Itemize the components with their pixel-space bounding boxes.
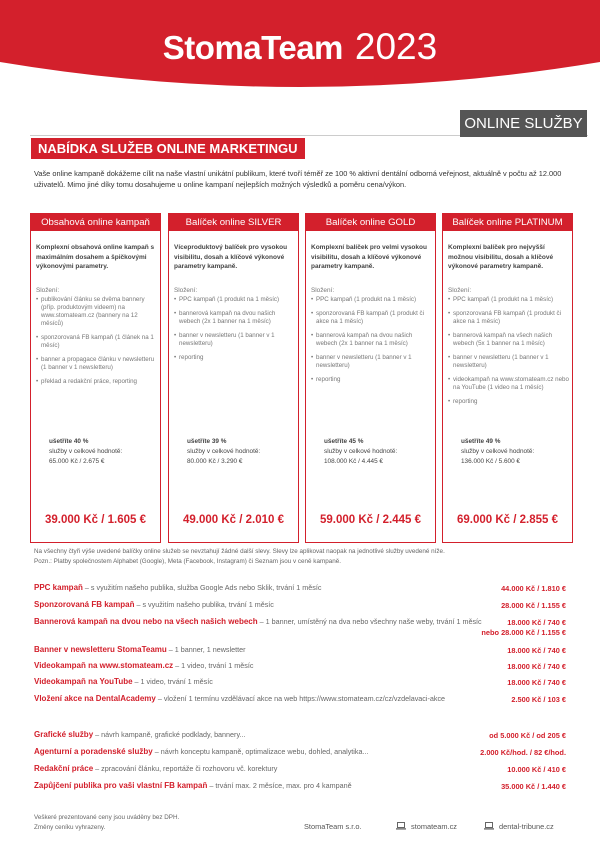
card-savings xyxy=(461,437,534,467)
brand-name: StomaTeam xyxy=(162,29,343,66)
savings-value: 108.000 Kč / 4.445 € xyxy=(324,458,383,465)
note-payments: Pozn.: Platby společnostem Alphabet (Google), Meta (Facebook, Instagram) či Seznam jsou v ceně kampaně. xyxy=(34,558,341,565)
card-item: • videokampaň na www.stomateam.cz nebo na YouTube (1 video na 1 měsíc) xyxy=(448,376,569,392)
card-item: • bannerová kampaň na dvou našich webech (2x 1 banner na 1 měsíc) xyxy=(311,332,432,348)
service-row xyxy=(34,694,445,703)
service-name: Zapůjčení publika pro vaši vlastní FB kampaň xyxy=(34,781,208,790)
extra-service-row xyxy=(34,730,246,739)
service-price-option: nebo 28.000 Kč / 1.155 € xyxy=(481,628,566,637)
savings-label: služby v celkové hodnotě: xyxy=(187,448,261,455)
service-price: 18.000 Kč / 740 € xyxy=(507,646,566,655)
service-name: PPC kampaň xyxy=(34,583,83,592)
card-item: • banner v newsletteru (1 banner v 1 newsletteru) xyxy=(311,354,432,370)
service-price: 35.000 Kč / 1.440 € xyxy=(501,782,566,791)
brand-year: 2023 xyxy=(354,26,438,67)
service-name: Vložení akce na DentalAcademy xyxy=(34,694,156,703)
savings-percent: ušetříte 45 % xyxy=(324,438,364,445)
card-price: 59.000 Kč / 2.445 € xyxy=(319,514,422,526)
service-desc: – trvání max. 2 měsíce, max. pro 4 kampaně xyxy=(207,781,352,790)
package-card-gold xyxy=(305,213,436,543)
card-title: Balíček online GOLD xyxy=(306,214,435,231)
section-tab: ONLINE SLUŽBY xyxy=(460,110,587,137)
service-name: Videokampaň na YouTube xyxy=(34,677,133,686)
savings-percent: ušetříte 49 % xyxy=(461,438,501,445)
service-desc: – s využitím našeho publika, služba Google Ads nebo Sklik, trvání 1 měsíc xyxy=(82,583,322,592)
savings-value: 80.000 Kč / 3.290 € xyxy=(187,458,243,465)
service-price-option: 18.000 Kč / 740 € xyxy=(507,618,566,627)
savings-label: služby v celkové hodnotě: xyxy=(324,448,398,455)
packages-note xyxy=(34,547,574,567)
service-row xyxy=(34,600,274,609)
service-row xyxy=(34,677,213,686)
card-description: Komplexní balíček pro velmi vysokou visibilitu, dosah a klíčové výkonové parametry kampaně. xyxy=(311,244,427,270)
card-item: • publikování článku se dvěma bannery (příp. produktovým videem) na www.stomateam.cz (bannery na 12 měsíců) xyxy=(36,296,157,328)
card-description: Komplexní balíček pro nejvyšší možnou visibilitu, dosah a klíčové výkonové parametry kampaně. xyxy=(448,244,554,270)
card-savings xyxy=(324,437,397,467)
card-description: Komplexní obsahová online kampaň s maximálním dosahem a špičkovými výkonovými parametry. xyxy=(36,244,155,270)
service-name: Agenturní a poradenské služby xyxy=(34,747,153,756)
service-desc: – vložení 1 termínu vzdělávací akce na web https://www.stomateam.cz/cz/vzdelavaci-akce xyxy=(155,694,446,703)
card-title: Balíček online SILVER xyxy=(169,214,298,231)
service-price: 10.000 Kč / 410 € xyxy=(507,765,566,774)
savings-value: 65.000 Kč / 2.675 € xyxy=(49,458,105,465)
card-item: • reporting xyxy=(174,354,295,362)
service-row xyxy=(34,661,253,670)
service-desc: – 1 video, trvání 1 měsíc xyxy=(132,677,213,686)
savings-label: služby v celkové hodnotě: xyxy=(49,448,123,455)
extra-service-row xyxy=(34,764,277,773)
card-composition-label: Složení: xyxy=(448,287,472,294)
header-band xyxy=(0,0,600,92)
card-item: • reporting xyxy=(311,376,432,384)
card-item: • banner v newsletteru (1 banner v 1 newsletteru) xyxy=(174,332,295,348)
service-desc: – 1 banner, umístěný na dva nebo všechny naše weby, trvání 1 měsíc xyxy=(257,617,482,626)
card-items xyxy=(174,296,295,368)
service-row xyxy=(34,583,321,592)
card-items xyxy=(448,296,569,412)
card-item: • PPC kampaň (1 produkt na 1 měsíc) xyxy=(311,296,432,304)
service-name: Redakční práce xyxy=(34,764,94,773)
service-row xyxy=(34,645,246,654)
page-title: NABÍDKA SLUŽEB ONLINE MARKETINGU xyxy=(31,138,305,159)
card-item: • sponzorovaná FB kampaň (1 článek na 1 měsíc) xyxy=(36,334,157,350)
footnote xyxy=(34,813,179,833)
card-items xyxy=(36,296,157,392)
card-item: • překlad a redakční práce, reporting xyxy=(36,378,157,386)
card-title: Obsahová online kampaň xyxy=(31,214,160,231)
footer-company: StomaTeam s.r.o. xyxy=(304,822,362,831)
service-row xyxy=(34,617,482,626)
footnote-changes: Změny ceníku vyhrazeny. xyxy=(34,824,106,831)
service-price: 44.000 Kč / 1.810 € xyxy=(501,584,566,593)
service-desc: – návrh kampaně, grafické podklady, bannery... xyxy=(93,730,246,739)
footer-link-label: dental-tribune.cz xyxy=(499,822,554,831)
card-item: • bannerová kampaň na všech našich webech (5x 1 banner na 1 měsíc) xyxy=(448,332,569,348)
service-price: 2.000 Kč/hod. / 82 €/hod. xyxy=(480,748,566,757)
service-price: 18.000 Kč / 740 € xyxy=(507,662,566,671)
service-name: Banner v newsletteru StomaTeamu xyxy=(34,645,167,654)
card-items xyxy=(311,296,432,390)
card-savings xyxy=(49,437,122,467)
extra-service-row xyxy=(34,747,368,756)
service-desc: – zpracování článku, reportáže či rozhovoru vč. korektury xyxy=(93,764,278,773)
card-title: Balíček online PLATINUM xyxy=(443,214,572,231)
service-price: 28.000 Kč / 1.155 € xyxy=(501,601,566,610)
service-name: Grafické služby xyxy=(34,730,94,739)
service-price: od 5.000 Kč / od 205 € xyxy=(489,731,566,740)
service-price xyxy=(481,618,566,638)
card-item: • banner a propagace článku v newsletteru (1 banner v 1 newsletteru) xyxy=(36,356,157,372)
service-name: Videokampaň na www.stomateam.cz xyxy=(34,661,174,670)
service-price: 18.000 Kč / 740 € xyxy=(507,678,566,687)
card-price: 49.000 Kč / 2.010 € xyxy=(182,514,285,526)
savings-label: služby v celkové hodnotě: xyxy=(461,448,535,455)
card-item: • sponzorovaná FB kampaň (1 produkt či akce na 1 měsíc) xyxy=(311,310,432,326)
laptop-icon xyxy=(396,822,406,832)
card-price: 39.000 Kč / 1.605 € xyxy=(44,514,147,526)
service-name: Sponzorovaná FB kampaň xyxy=(34,600,135,609)
savings-percent: ušetříte 39 % xyxy=(187,438,227,445)
service-desc: – návrh konceptu kampaně, optimalizace webu, dohled, analytika... xyxy=(152,747,369,756)
footnote-vat: Veškeré prezentované ceny jsou uváděny bez DPH. xyxy=(34,814,180,821)
intro-text: Vaše online kampaně dokážeme cílit na naše vlastní unikátní publikum, které tvoří téměř ze 100 % aktivní dentální odborná veřejnost, aktuálně v počtu až 12.000 uživatelů. Mimo jiné díky tomu dosahujeme u online kampaní nejlepších možných výsledků a poměru cena/výkon. xyxy=(34,169,562,189)
card-description: Víceproduktový balíček pro vysokou visibilitu, dosah a klíčové výkonové parametry kampaně. xyxy=(174,244,288,270)
card-item: • PPC kampaň (1 produkt na 1 měsíc) xyxy=(448,296,569,304)
card-price: 69.000 Kč / 2.855 € xyxy=(456,514,559,526)
card-composition-label: Složení: xyxy=(36,287,60,294)
card-item: • banner v newsletteru (1 banner v 1 newsletteru) xyxy=(448,354,569,370)
savings-value: 136.000 Kč / 5.600 € xyxy=(461,458,520,465)
card-item: • bannerová kampaň na dvou našich webech (2x 1 banner na 1 měsíc) xyxy=(174,310,295,326)
card-savings xyxy=(187,437,260,467)
card-item: • sponzorovaná FB kampaň (1 produkt či akce na 1 měsíc) xyxy=(448,310,569,326)
package-card-silver xyxy=(168,213,299,543)
service-desc: – 1 video, trvání 1 měsíc xyxy=(173,661,254,670)
card-composition-label: Složení: xyxy=(174,287,198,294)
service-name: Bannerová kampaň na dvou nebo na všech našich webech xyxy=(34,617,258,626)
savings-percent: ušetříte 40 % xyxy=(49,438,89,445)
laptop-icon xyxy=(484,822,494,832)
package-card-platinum xyxy=(442,213,573,543)
card-item: • reporting xyxy=(448,398,569,406)
footer-link-stomateam[interactable] xyxy=(396,822,457,832)
card-composition-label: Složení: xyxy=(311,287,335,294)
service-desc: – s využitím našeho publika, trvání 1 měsíc xyxy=(134,600,274,609)
service-desc: – 1 banner, 1 newsletter xyxy=(166,645,246,654)
extra-service-row xyxy=(34,781,352,790)
note-discounts: Na všechny čtyři výše uvedené balíčky online služeb se nevztahují žádné další slevy. Slevy lze aplikovat naopak na jednotlivé služby uvedené níže. xyxy=(34,548,445,555)
footer-link-dental-tribune[interactable] xyxy=(484,822,554,832)
footer-link-label: stomateam.cz xyxy=(411,822,458,831)
package-card-content xyxy=(30,213,161,543)
card-item: • PPC kampaň (1 produkt na 1 měsíc) xyxy=(174,296,295,304)
service-price: 2.500 Kč / 103 € xyxy=(511,695,566,704)
brand xyxy=(0,26,600,68)
